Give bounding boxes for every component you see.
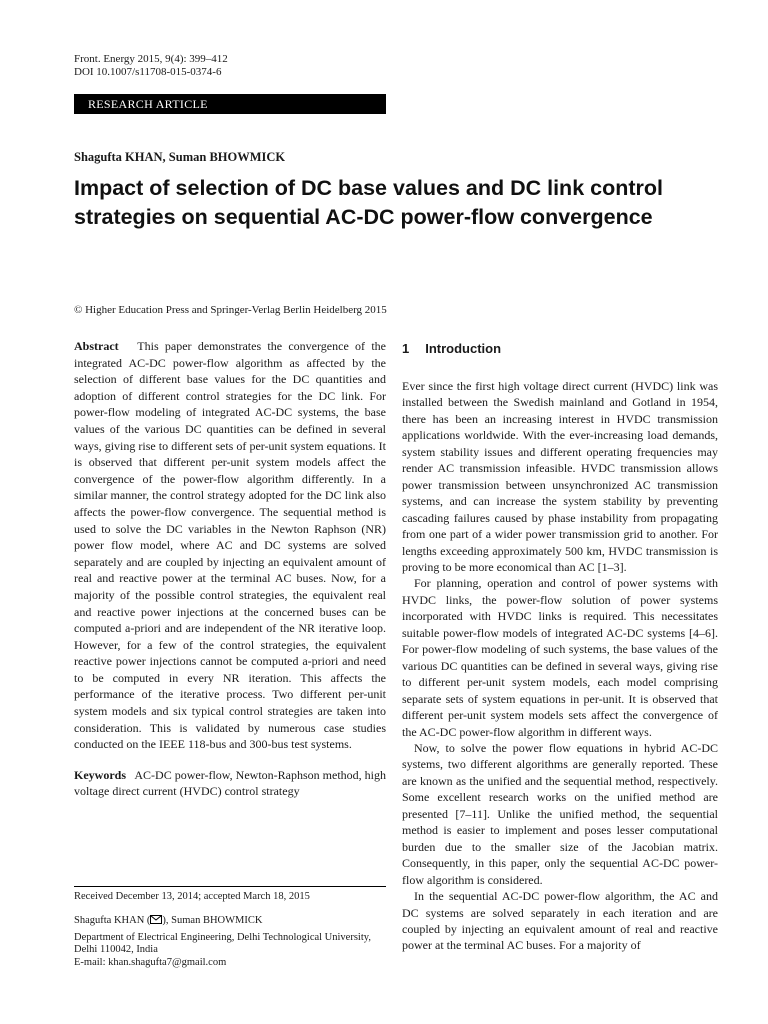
- section-number: 1: [402, 341, 410, 356]
- intro-paragraph: For planning, operation and control of power systems with HVDC links, the power-flow solution of power systems incorporated with HVDC links is required. This necessitates suitable power-flow models of integrated AC-DC systems [4–6]. For power-flow modeling of such systems, the base values of the various DC quantities can be defined in several ways, giving rise to different per-unit system models, each model comprising separate sets of system equations in per-unit. It is observed that different per-unit system models sets affect the convergence of the AC-DC power-flow algorithm in different ways.: [402, 576, 718, 739]
- affiliation-names: Shagufta KHAN ( ), Suman BHOWMICK: [74, 915, 392, 929]
- copyright-notice: © Higher Education Press and Springer-Verlag Berlin Heidelberg 2015: [74, 304, 387, 316]
- intro-paragraph: Ever since the first high voltage direct current (HVDC) link was installed between the Swedish mainland and Gotland in 1954, there has been an increasing interest in HVDC transmission applications worldwide. With the ever-increasing load demands, system stability issues and different operating frequencies may render AC transmission infeasible. HVDC transmission allows power transmission between unsynchronized AC transmission systems, and can increase the system stability by preventing cascading failures caused by phase instability from propagating from one part of a wider power transmission grid to another. For lengths exceeding approximately 500 km, HVDC transmission is proving to be more economical than AC [1–3].: [402, 379, 718, 574]
- received-dates: Received December 13, 2014; accepted March 18, 2015: [74, 891, 310, 902]
- left-column: [74, 338, 386, 800]
- keywords-text: AC-DC power-flow, Newton-Raphson method, high voltage direct current (HVDC) control strategy: [74, 767, 386, 799]
- footnote-divider: [74, 886, 386, 887]
- section-title: Introduction: [425, 341, 502, 356]
- author-affiliation: [74, 915, 392, 969]
- abstract: [74, 338, 386, 753]
- article-type-banner: RESEARCH ARTICLE: [74, 94, 386, 114]
- intro-paragraph: In the sequential AC-DC power-flow algorithm, the AC and DC systems are solved separately in each iteration and are coupled by injecting an equivalent amount of real and reactive power at the terminal AC buses. For a majority of: [402, 889, 718, 953]
- affiliation-department: Department of Electrical Engineering, Delhi Technological University, Delhi 110042, India: [74, 931, 371, 955]
- paper-title: Impact of selection of DC base values and DC link control strategies on sequential AC-DC power-flow convergence: [74, 176, 663, 229]
- journal-doi[interactable]: DOI 10.1007/s11708-015-0374-6: [74, 66, 222, 78]
- keywords: [74, 767, 386, 800]
- authors: Shagufta KHAN, Suman BHOWMICK: [74, 150, 286, 164]
- intro-paragraph: Now, to solve the power flow equations in hybrid AC-DC systems, two different algorithms are generally reported. These are known as the unified and the sequential method, respectively. Some excellent research works on the unified method are presented [7–11]. Unlike the unified method, the sequential method is easier to implement and poses lesser computational burden due to the smaller size of the Jacobian matrix. Consequently, in this paper, only the sequential AC-DC power-flow algorithm is considered.: [402, 740, 718, 887]
- journal-citation: Front. Energy 2015, 9(4): 399–412: [74, 53, 228, 65]
- abstract-label: Abstract: [74, 339, 119, 353]
- right-column: [402, 340, 718, 954]
- section-heading-introduction: [402, 340, 718, 358]
- envelope-icon: [150, 915, 162, 929]
- journal-info: [74, 53, 228, 79]
- affiliation-email[interactable]: E-mail: khan.shagufta7@gmail.com: [74, 956, 227, 968]
- abstract-text: This paper demonstrates the convergence of the integrated AC-DC power-flow algorithm as affected by the selection of different base values for the DC quantities and adoption of different control strategies for the DC link. For power-flow modeling of integrated AC-DC systems, the base values of the various DC quantities can be defined in several ways, giving rise to different sets of per-unit system equations. It is observed that different per-unit system models affect the convergence of the power-flow algorithm differently. In a similar manner, the control strategy adopted for the DC link also affects the power-flow convergence. The sequential method is used to solve the DC variables in the Newton Raphson (NR) power flow model, where AC and DC systems are solved separately and are coupled by injecting an equivalent amount of real and reactive power at the terminal AC buses. Now, for a majority of the possible control strategies, the equivalent real and reactive power injections at the concerned buses can be computed a-priori and are independent of the NR iterative loop. However, for a few of the control strategies, the equivalent reactive power injections cannot be computed a-priori and need to be computed in every NR iteration. This affects the performance of the iterative process. Two different per-unit system models and six typical control strategies are taken into consideration. This is validated by numerous case studies conducted on the IEEE 118-bus and 300-bus test systems.: [74, 339, 386, 752]
- keywords-label: Keywords: [74, 767, 126, 782]
